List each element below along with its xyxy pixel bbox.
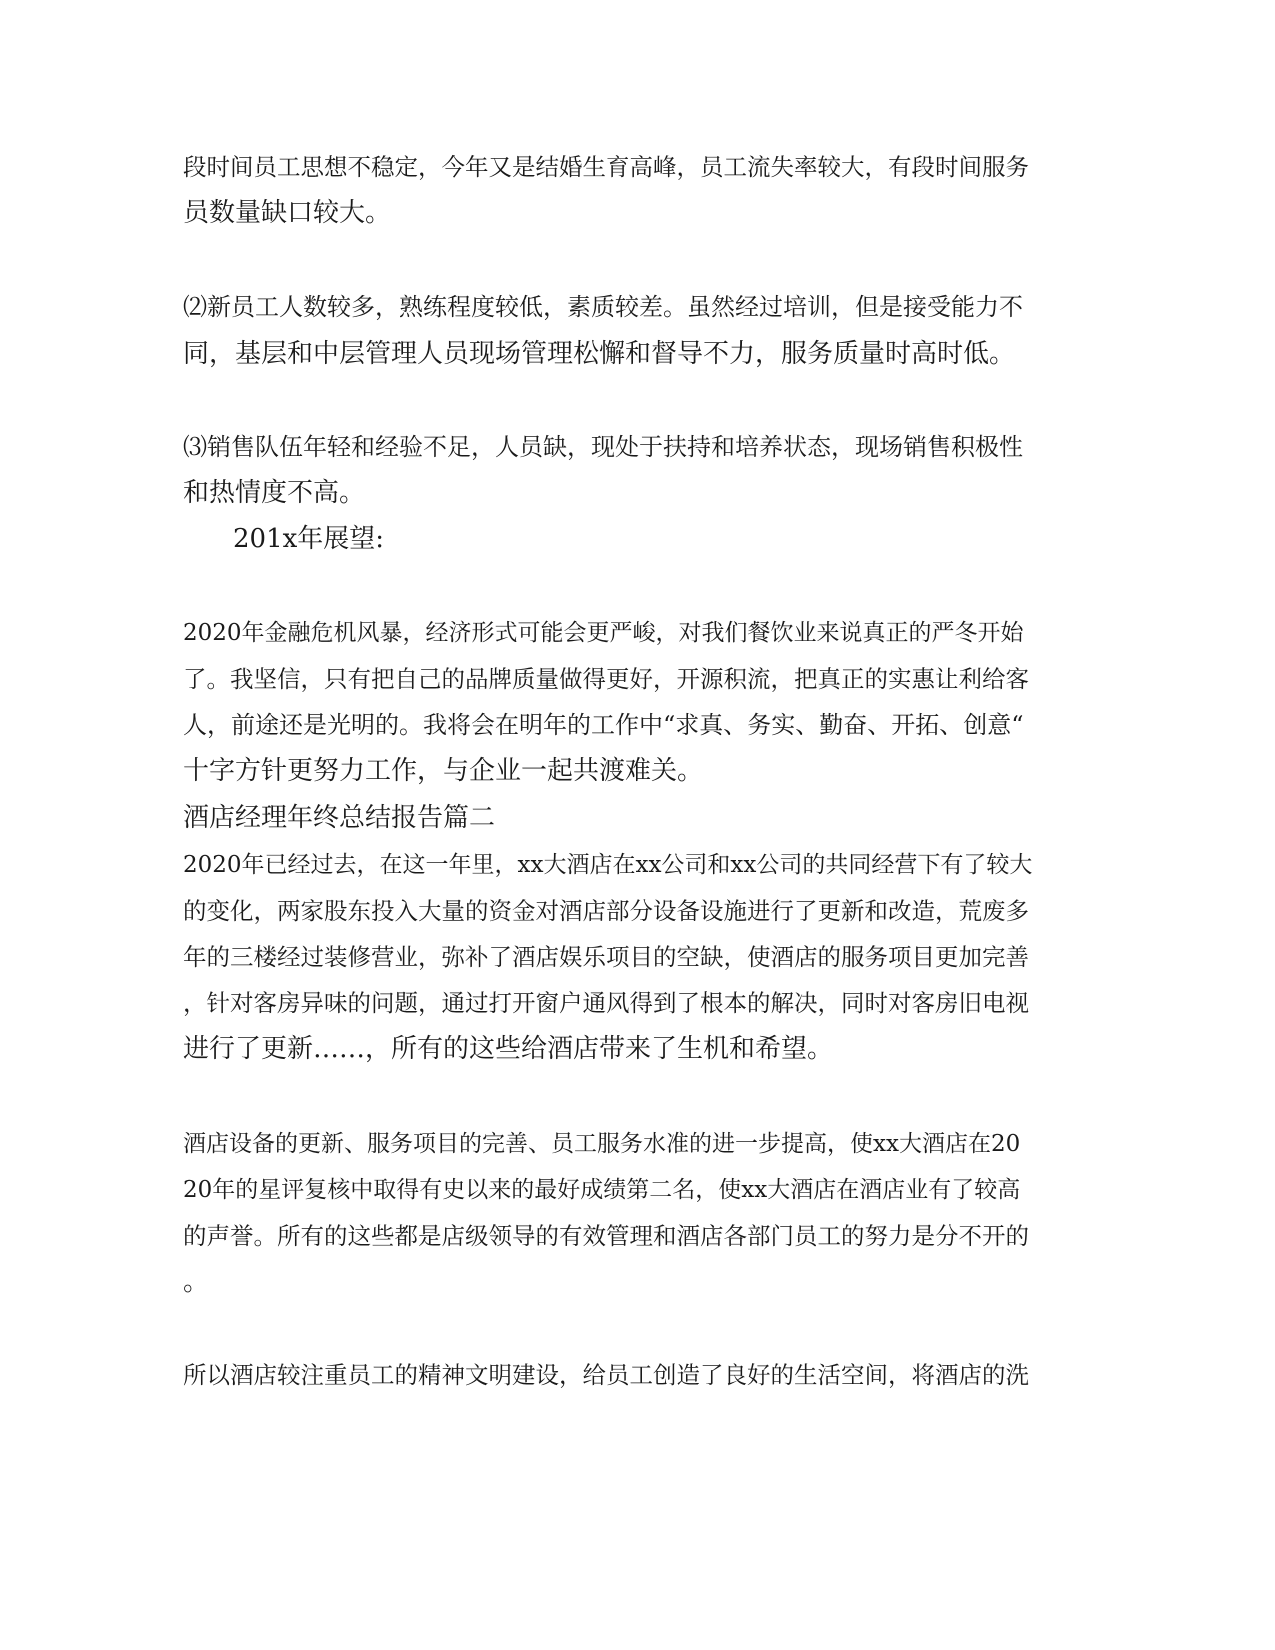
text-line: 段时间员工思想不稳定，今年又是结婚生育高峰，员工流失率较大，有段时间服务 xyxy=(183,153,1029,181)
text-line: ，针对客房异味的问题，通过打开窗户通风得到了根本的解决，同时对客房旧电视 xyxy=(183,989,1029,1017)
text-line: 酒店设备的更新、服务项目的完善、员工服务水准的进一步提高，使xx大酒店在20 xyxy=(183,1131,1021,1157)
text-line: 2020年金融危机风暴，经济形式可能会更严峻，对我们餐饮业来说真正的严冬开始 xyxy=(183,620,1024,646)
text-line: 的声誉。所有的这些都是店级领导的有效管理和酒店各部门员工的努力是分不开的 xyxy=(183,1222,1029,1250)
text-line: 。 xyxy=(183,1267,210,1297)
text-line: 同，基层和中层管理人员现场管理松懈和督导不力，服务质量时高时低。 xyxy=(183,339,1016,369)
list-item-2: ⑵新员工人数较多，熟练程度较低，素质较差。虽然经过培训，但是接受能力不 xyxy=(183,293,1023,321)
text-line: 十字方针更努力工作，与企业一起共渡难关。 xyxy=(183,756,704,786)
text-line: 的变化，两家股东投入大量的资金对酒店部分设备设施进行了更新和改造，荒废多 xyxy=(183,897,1029,925)
list-item-3: ⑶销售队伍年轻和经验不足，人员缺，现处于扶持和培养状态，现场销售积极性 xyxy=(183,433,1023,461)
outlook-heading: 201x年展望: xyxy=(233,524,385,554)
text-line: 20年的星评复核中取得有史以来的最好成绩第二名，使xx大酒店在酒店业有了较高 xyxy=(183,1177,1021,1203)
text-line: 2020年已经过去，在这一年里，xx大酒店在xx公司和xx公司的共同经营下有了较大 xyxy=(183,852,1033,878)
text-line: 所以酒店较注重员工的精神文明建设，给员工创造了良好的生活空间，将酒店的洗 xyxy=(183,1361,1029,1389)
text-line: 年的三楼经过装修营业，弥补了酒店娱乐项目的空缺，使酒店的服务项目更加完善 xyxy=(183,943,1029,971)
text-line: 和热情度不高。 xyxy=(183,478,366,508)
text-line: 员数量缺口较大。 xyxy=(183,198,392,228)
text-line: 进行了更新……，所有的这些给酒店带来了生机和希望。 xyxy=(183,1034,834,1064)
section-title: 酒店经理年终总结报告篇二 xyxy=(183,803,496,833)
text-line: 人，前途还是光明的。我将会在明年的工作中“求真、务实、勤奋、开拓、创意“ xyxy=(183,711,1024,739)
text-line: 了。我坚信，只有把自己的品牌质量做得更好，开源积流，把真正的实惠让利给客 xyxy=(183,665,1029,693)
